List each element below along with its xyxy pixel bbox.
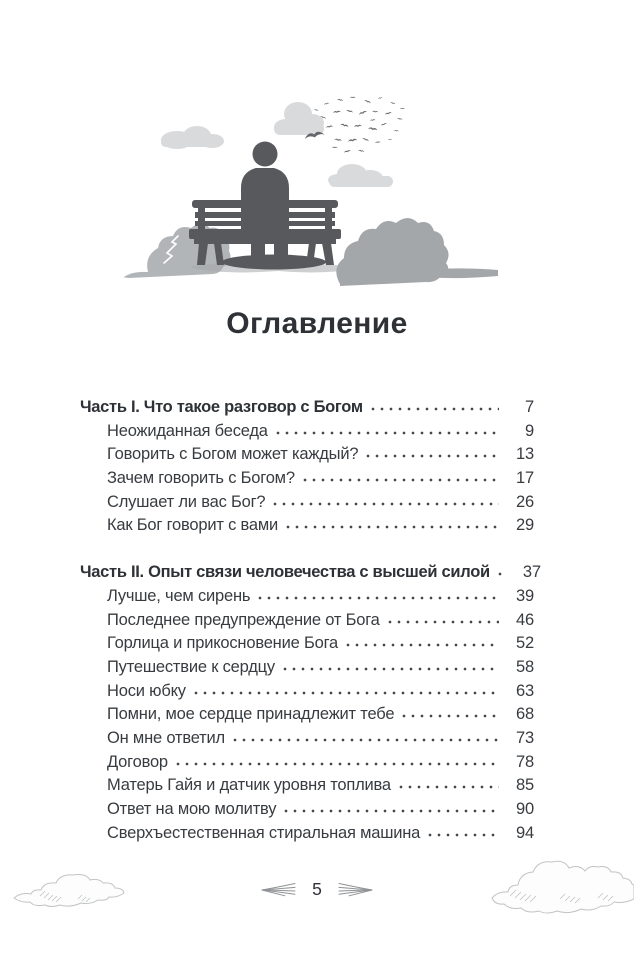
toc-entry-page: 78 bbox=[516, 752, 534, 771]
feather-lines-right-icon bbox=[337, 881, 373, 898]
dot-leader bbox=[192, 684, 499, 696]
sketch-cloud-left-icon bbox=[6, 870, 146, 919]
toc-entry-label: Матерь Гайя и датчик уровня топлива bbox=[107, 776, 391, 795]
sketch-cloud-right-icon bbox=[482, 854, 634, 925]
toc-entry-label: Ответ на мою молитву bbox=[107, 800, 277, 818]
toc-entry-label: Говорить с Богом может каждый? bbox=[107, 445, 359, 464]
cloud-small-left-icon bbox=[161, 126, 224, 149]
toc-entry-page: 29 bbox=[516, 516, 534, 535]
toc-section bbox=[80, 396, 534, 538]
table-of-contents bbox=[80, 396, 541, 845]
toc-entry-page: 52 bbox=[516, 634, 534, 653]
toc-entry-label: Договор bbox=[107, 752, 168, 771]
toc-section bbox=[80, 561, 541, 845]
feather-lines-left-icon bbox=[261, 881, 297, 898]
toc-entry bbox=[80, 680, 534, 704]
toc-entry-label: Сверхъестественная стиральная машина bbox=[107, 823, 421, 842]
dot-leader bbox=[231, 731, 499, 743]
dot-leader bbox=[364, 447, 499, 459]
toc-entry-label: Помни, мое сердце принадлежит тебе bbox=[107, 705, 395, 724]
dot-leader bbox=[271, 495, 499, 507]
dot-leader bbox=[496, 565, 506, 577]
toc-entry bbox=[80, 514, 534, 538]
toc-entry bbox=[80, 774, 534, 798]
toc-entry bbox=[80, 798, 534, 822]
toc-entry-page: 7 bbox=[525, 398, 534, 416]
toc-entry-page: 85 bbox=[516, 776, 534, 795]
bench-illustration bbox=[102, 85, 532, 300]
toc-entry bbox=[80, 467, 534, 491]
toc-entry-label: Зачем говорить с Богом? bbox=[107, 469, 295, 488]
toc-entry bbox=[80, 443, 534, 467]
toc-entry-label: Часть II. Опыт связи человечества с высшей силой bbox=[80, 563, 490, 582]
dot-leader bbox=[282, 802, 499, 814]
dot-leader bbox=[369, 400, 499, 412]
toc-entry-label: Лучше, чем сирень bbox=[107, 586, 251, 605]
toc-entry-page: 9 bbox=[525, 421, 534, 440]
toc-entry-label: Носи юбку bbox=[107, 681, 186, 700]
toc-entry-label: Часть I. Что такое разговор с Богом bbox=[80, 398, 363, 416]
dot-leader bbox=[344, 636, 499, 648]
toc-entry bbox=[80, 751, 534, 775]
dot-leader bbox=[301, 471, 499, 483]
toc-entry-label: Последнее предупреждение от Бога bbox=[107, 610, 380, 629]
toc-entry-page: 46 bbox=[516, 610, 534, 629]
page-title: Оглавление bbox=[226, 307, 408, 340]
cloud-tall-center-icon bbox=[274, 102, 324, 135]
dot-leader bbox=[400, 707, 499, 719]
dot-leader bbox=[397, 778, 499, 790]
toc-entry-page: 73 bbox=[516, 728, 534, 747]
dot-leader bbox=[281, 660, 499, 672]
toc-entry-page: 94 bbox=[516, 823, 534, 842]
toc-entry bbox=[80, 609, 534, 633]
toc-entry-label: Путешествие к сердцу bbox=[107, 657, 275, 676]
toc-entry-page: 90 bbox=[516, 800, 534, 818]
toc-entry bbox=[80, 727, 534, 751]
toc-entry-label: Неожиданная беседа bbox=[107, 421, 268, 440]
toc-entry-label: Как Бог говорит с вами bbox=[107, 516, 279, 535]
toc-entry bbox=[80, 491, 534, 515]
toc-section-header bbox=[80, 396, 534, 420]
toc-entry bbox=[80, 656, 534, 680]
person-silhouette-icon bbox=[241, 142, 292, 267]
bush-right-icon bbox=[336, 218, 498, 286]
dot-leader bbox=[274, 424, 499, 436]
toc-entry-label: Он мне ответил bbox=[107, 728, 225, 747]
toc-entry-page: 26 bbox=[516, 492, 534, 511]
toc-entry bbox=[80, 632, 534, 656]
dot-leader bbox=[426, 826, 499, 838]
toc-entry bbox=[80, 420, 534, 444]
toc-entry-page: 58 bbox=[516, 657, 534, 676]
toc-entry-page: 17 bbox=[516, 469, 534, 488]
toc-entry-page: 13 bbox=[516, 445, 534, 464]
page-number: 5 bbox=[312, 878, 322, 899]
dot-leader bbox=[386, 613, 499, 625]
toc-entry-page: 39 bbox=[516, 586, 534, 605]
toc-entry-page: 63 bbox=[516, 681, 534, 700]
toc-entry-label: Горлица и прикосновение Бога bbox=[107, 634, 339, 653]
birds-flock-icon bbox=[314, 97, 405, 153]
toc-entry bbox=[80, 822, 534, 846]
dot-leader bbox=[256, 589, 499, 601]
cloud-right-icon bbox=[328, 164, 393, 187]
toc-entry-page: 68 bbox=[516, 705, 534, 724]
dot-leader bbox=[284, 518, 499, 530]
toc-entry-label: Слушает ли вас Бог? bbox=[107, 492, 266, 511]
dot-leader bbox=[174, 755, 499, 767]
toc-entry bbox=[80, 585, 534, 609]
toc-section-header bbox=[80, 561, 541, 585]
toc-entry bbox=[80, 703, 534, 727]
toc-entry-page: 37 bbox=[522, 563, 541, 582]
